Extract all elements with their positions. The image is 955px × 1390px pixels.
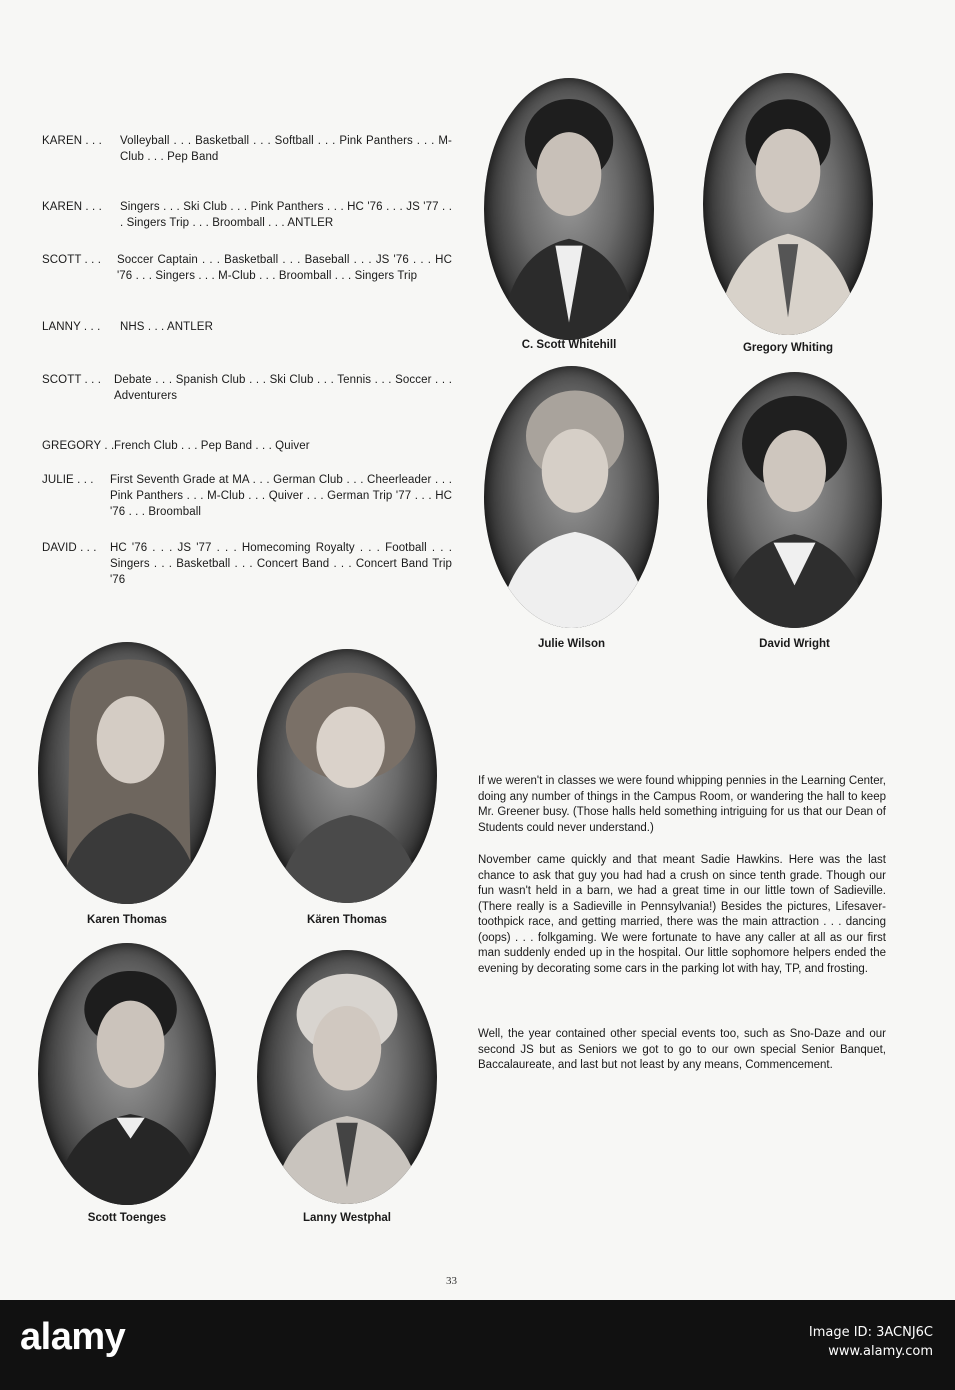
person-silhouette-icon xyxy=(707,372,882,628)
activity-entry xyxy=(42,319,452,335)
portrait-caption: David Wright xyxy=(759,638,830,650)
activity-name: KAREN . . . xyxy=(42,201,102,213)
portrait-caption: C. Scott Whitehill xyxy=(521,339,617,351)
portrait-photo xyxy=(257,649,437,903)
brand-logo: alamy xyxy=(20,1316,126,1358)
activity-name: SCOTT . . . xyxy=(42,254,102,266)
portrait-caption: Scott Toenges xyxy=(87,1212,167,1224)
site-url: www.alamy.com xyxy=(828,1344,933,1359)
activity-entry xyxy=(42,438,452,454)
activity-text: First Seventh Grade at MA . . . German Club . . . Cheerleader . . . Pink Panthers . . . M-Club . . . Quiver . . . German Trip '77 . . . HC '76 . . . Broomball xyxy=(110,474,452,518)
image-id: Image ID: 3ACNJ6C xyxy=(808,1325,933,1340)
person-silhouette-icon xyxy=(38,642,216,904)
activity-text: Debate . . . Spanish Club . . . Ski Club . . . Tennis . . . Soccer . . . Adventurers xyxy=(114,374,452,402)
person-silhouette-icon xyxy=(257,950,437,1204)
portrait-photo xyxy=(38,642,216,904)
activity-name: KAREN . . . xyxy=(42,135,102,147)
activity-name: LANNY . . . xyxy=(42,321,101,333)
portrait-photo xyxy=(703,73,873,335)
portrait-photo xyxy=(484,366,659,628)
story-paragraph: If we weren't in classes we were found whipping pennies in the Learning Center, doing any number of things in the Campus Room, or wandering the hall to keep Mr. Greener busy. (Those halls held something intriguing for us that our Dean of Students could never understand.) xyxy=(478,775,886,834)
person-silhouette-icon xyxy=(484,366,659,628)
activity-text: French Club . . . Pep Band . . . Quiver xyxy=(114,440,310,452)
portrait-caption: Karen Thomas xyxy=(87,914,167,926)
activity-entry xyxy=(42,199,452,231)
activity-name: DAVID . . . xyxy=(42,542,97,554)
page-number: 33 xyxy=(446,1275,457,1287)
portrait-photo xyxy=(484,78,654,340)
activity-text: Volleyball . . . Basketball . . . Softball . . . Pink Panthers . . . M-Club . . . Pep Band xyxy=(120,135,452,163)
activity-entry xyxy=(42,472,452,520)
portrait-caption: Gregory Whiting xyxy=(742,342,834,354)
activity-entry xyxy=(42,252,452,284)
story-paragraph: November came quickly and that meant Sadie Hawkins. Here was the last chance to ask that guy you had had a crush on since tenth grade. Though our fun wasn't held in a barn, we had a great time in our little town of Sadieville. (There really is a Sadieville in Pennsylvania!) Besides the pictures, Lifesaver-toothpick race, and getting married, there was the main attraction . . . dancing (oops) . . . folkgaming. We were fortunate to have any caller at all as our first man suddenly ended up in the hospital. Our little sophomore helpers ended the evening by decorating some cars in the parking lot with hay, TP, and frosting. xyxy=(478,854,886,975)
portrait-caption: Julie Wilson xyxy=(538,638,605,650)
activity-name: JULIE . . . xyxy=(42,474,94,486)
activity-entry xyxy=(42,133,452,165)
activity-text: NHS . . . ANTLER xyxy=(120,321,213,333)
portrait-photo xyxy=(257,950,437,1204)
activity-entry xyxy=(42,540,452,588)
person-silhouette-icon xyxy=(257,649,437,903)
story-paragraph: Well, the year contained other special events too, such as Sno-Daze and our second JS but as Seniors we got to go to our own special Senior Banquet, Baccalaureate, and last but not least by any means, Commencement. xyxy=(478,1028,886,1071)
image-id-block xyxy=(809,1323,933,1361)
activity-text: Soccer Captain . . . Basketball . . . Baseball . . . JS '76 . . . HC '76 . . . Singers . . . M-Club . . . Broomball . . . Singers Trip xyxy=(117,254,452,282)
portrait-caption: Lanny Westphal xyxy=(303,1212,391,1224)
portrait-photo xyxy=(707,372,882,628)
person-silhouette-icon xyxy=(703,73,873,335)
portrait-caption: Kären Thomas xyxy=(307,914,387,926)
activity-name: GREGORY . . xyxy=(42,440,115,452)
activity-text: Singers . . . Ski Club . . . Pink Panthers . . . HC '76 . . . JS '77 . . . Singers Trip . . . Broomball . . . ANTLER xyxy=(120,201,452,229)
person-silhouette-icon xyxy=(38,943,216,1205)
activity-entry xyxy=(42,372,452,404)
activity-name: SCOTT . . . xyxy=(42,374,102,386)
activity-text: HC '76 . . . JS '77 . . . Homecoming Royalty . . . Football . . . Singers . . . Basketball . . . Concert Band . . . Concert Band Trip '76 xyxy=(110,542,452,586)
person-silhouette-icon xyxy=(484,78,654,340)
portrait-photo xyxy=(38,943,216,1205)
